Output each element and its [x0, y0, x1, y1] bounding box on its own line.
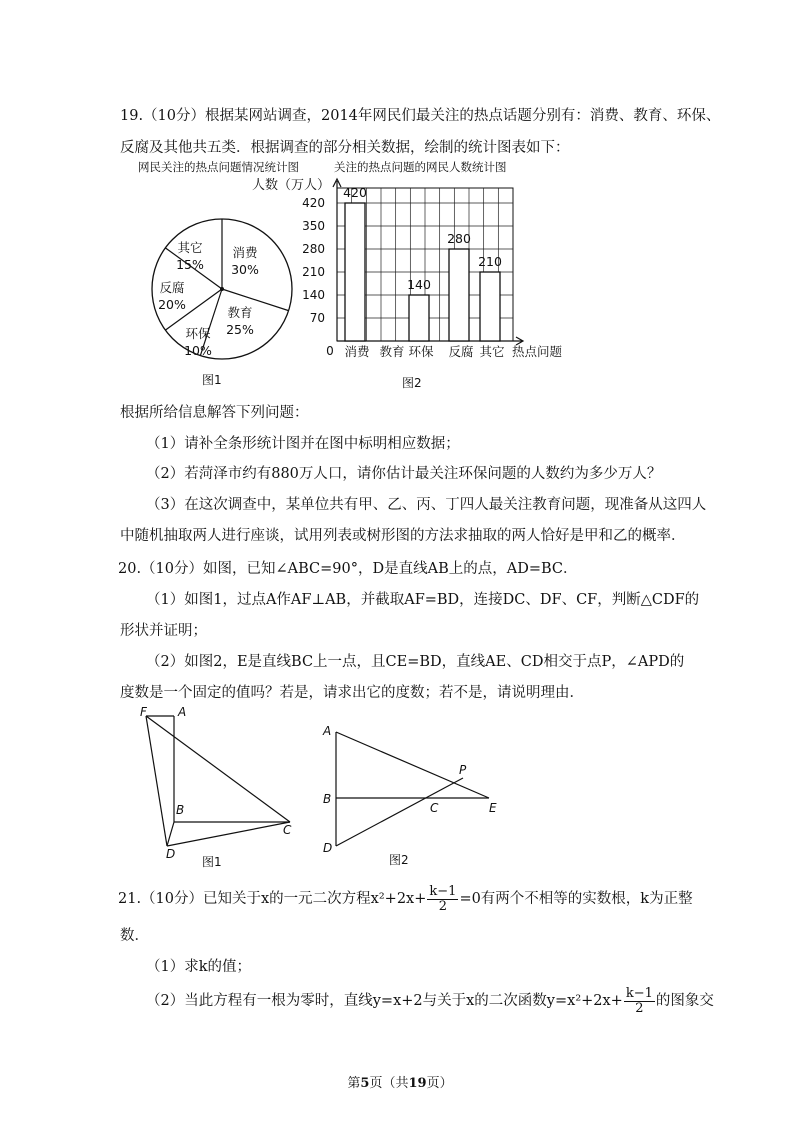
q21-part2-post: 的图象交	[655, 993, 714, 1010]
q20-part2a: （2）如图2，E是直线BC上一点，且CE=BD，直线AE、CD相交于点P，∠APD的	[146, 654, 685, 670]
pie-slice-percent: 15%	[176, 257, 204, 272]
bar-ytick-label: 280	[302, 242, 325, 256]
pie-slice-percent: 10%	[184, 343, 212, 358]
label-A1: A	[178, 705, 187, 719]
footer-page: 5	[360, 1076, 370, 1091]
fig2-geometry-caption: 图2	[389, 853, 409, 867]
fraction-denominator: 2	[438, 898, 448, 914]
bar-category-label: 环保	[408, 344, 434, 359]
q21-line1-pre: 21.（10分）已知关于x的一元二次方程x²+2x+	[118, 891, 427, 908]
bar-ylabel: 人数（万人）	[252, 178, 331, 193]
label-B1: B	[176, 803, 185, 817]
bar-value-label: 420	[343, 185, 367, 200]
footer-post: 页）	[426, 1076, 453, 1091]
fig1-geometry-caption: 图1	[202, 855, 222, 869]
bar	[480, 272, 500, 341]
footer-pre: 第	[347, 1076, 361, 1091]
bar-ytick-label: 210	[302, 265, 325, 279]
geometry-figure-1	[146, 716, 290, 846]
footer-mid: 页（共	[369, 1076, 409, 1091]
bar-value-label: 280	[447, 231, 471, 246]
label-D1: D	[166, 847, 176, 861]
pie-slice-label: 消费	[232, 245, 258, 260]
bar-value-label: 210	[478, 254, 502, 269]
q21-fraction-2	[624, 987, 655, 1015]
pie-title: 网民关注的热点问题情况统计图	[138, 160, 299, 174]
q19-figures	[0, 155, 800, 395]
bar-category-label: 其它	[479, 344, 505, 359]
page-footer	[0, 1072, 800, 1091]
q19-part3b: 中随机抽取两人进行座谈，试用列表或树形图的方法求抽取的两人恰好是甲和乙的概率．	[120, 528, 686, 544]
bar-chart	[252, 177, 562, 359]
pie-chart	[152, 219, 292, 359]
geometry-figure-2	[336, 732, 489, 846]
bar-ytick-label: 0	[326, 344, 334, 358]
label-C1: C	[283, 823, 292, 837]
bar	[345, 203, 365, 341]
label-C2: C	[430, 801, 439, 815]
footer-total: 19	[408, 1076, 427, 1091]
pie-center	[220, 287, 224, 291]
pie-slice-label: 反腐	[159, 280, 185, 295]
label-B2: B	[323, 792, 332, 806]
q19-intro: 根据所给信息解答下列问题：	[120, 405, 309, 421]
bar-category-label: 消费	[344, 344, 370, 359]
q21-fraction	[427, 885, 458, 913]
q19-line2: 反腐及其他共五类．根据调查的部分相关数据，绘制的统计图表如下：	[120, 140, 570, 156]
fig2-caption: 图2	[402, 376, 422, 390]
q21-part2	[146, 987, 714, 1015]
pie-slice-label: 其它	[177, 240, 203, 255]
pie-slice-label: 教育	[227, 305, 253, 320]
q21-line1-post: =0有两个不相等的实数根，k为正整	[459, 891, 693, 908]
q20-figures	[0, 700, 800, 870]
pie-slice-label: 环保	[185, 326, 211, 341]
bar-ytick-label: 350	[302, 219, 325, 233]
label-F: F	[140, 705, 147, 719]
pie-slice-percent: 25%	[226, 322, 254, 337]
bar-ytick-label: 420	[302, 196, 325, 210]
q19-line1: 19.（10分）根据某网站调查，2014年网民们最关注的热点话题分别有：消费、教育、环保、	[120, 108, 721, 124]
bar-title: 关注的热点问题的网民人数统计图	[334, 160, 507, 174]
label-A2: A	[323, 724, 332, 738]
bar-category-label: 教育	[379, 344, 405, 359]
q21-line1	[118, 885, 693, 913]
fraction-numerator: k−1	[429, 884, 457, 899]
q20-line1: 20.（10分）如图，已知∠ABC=90°，D是直线AB上的点，AD=BC．	[118, 561, 578, 577]
label-P2: P	[459, 763, 467, 777]
bar	[409, 295, 429, 341]
bar-category-label: 反腐	[448, 344, 474, 359]
q19-part3a: （3）在这次调查中，某单位共有甲、乙、丙、丁四人最关注教育问题，现准备从这四人	[146, 497, 707, 513]
q20-part1b: 形状并证明；	[120, 623, 207, 639]
q19-part2: （2）若菏泽市约有880万人口，请你估计最关注环保问题的人数约为多少万人？	[146, 466, 662, 482]
q20-part1a: （1）如图1，过点A作AF⊥AB，并截取AF=BD，连接DC、DF、CF，判断△CDF的	[146, 592, 700, 608]
fraction-numerator-2: k−1	[625, 986, 653, 1001]
q21-part2-pre: （2）当此方程有一根为零时，直线y=x+2与关于x的二次函数y=x²+2x+	[146, 993, 623, 1010]
bar	[449, 249, 469, 341]
label-E2: E	[489, 801, 497, 815]
bar-value-label: 140	[407, 277, 431, 292]
fig1-caption: 图1	[202, 373, 222, 387]
bar-ytick-label: 70	[309, 311, 325, 325]
q21-line2: 数．	[120, 928, 149, 944]
q19-part1: （1）请补全条形统计图并在图中标明相应数据；	[146, 436, 460, 452]
pie-slice-percent: 20%	[158, 297, 186, 312]
q21-part1: （1）求k的值；	[146, 959, 252, 975]
pie-slice-percent: 30%	[231, 262, 259, 277]
bar-xlabel: 热点问题	[511, 344, 563, 359]
q20-part2b: 度数是一个固定的值吗？若是，请求出它的度数；若不是，请说明理由．	[120, 685, 584, 701]
bar-ytick-label: 140	[302, 288, 325, 302]
fraction-denominator-2: 2	[635, 1000, 644, 1016]
label-D2: D	[323, 841, 333, 855]
